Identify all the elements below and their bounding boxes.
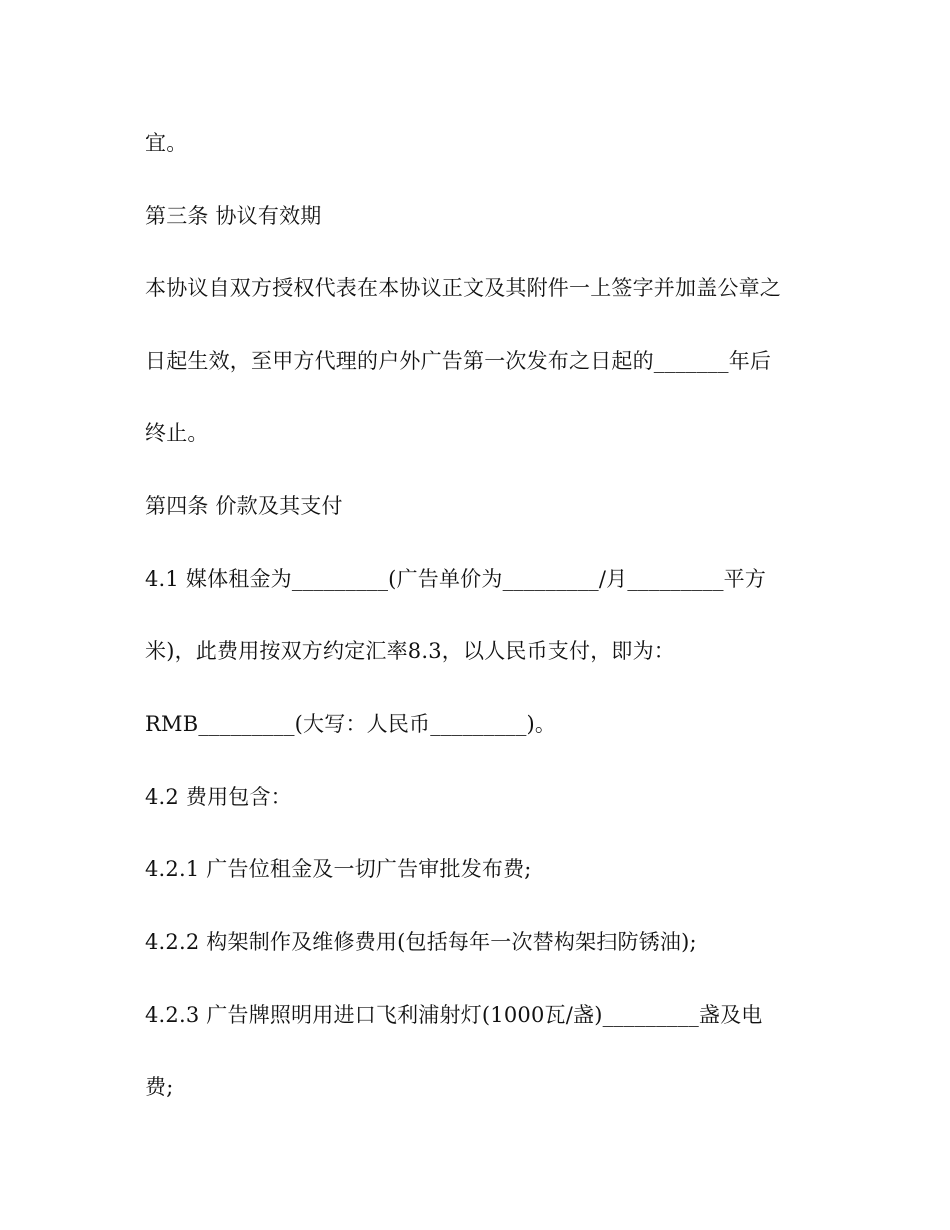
text-line: 本协议自双方授权代表在本协议正文及其附件一上签字并加盖公章之	[145, 276, 781, 300]
section-heading: 第三条 协议有效期	[145, 204, 322, 228]
text-line: 宜。	[145, 131, 188, 155]
text-line: RMB_________(大写：人民币_________)。	[145, 712, 557, 736]
section-heading: 第四条 价款及其支付	[145, 494, 343, 518]
text-line: 4.2.3 广告牌照明用进口飞利浦射灯(1000瓦/盏)_________盏及电	[145, 1003, 763, 1027]
text-line: 费;	[145, 1075, 174, 1099]
text-line: 4.2.1 广告位租金及一切广告审批发布费;	[145, 857, 532, 881]
text-line: 日起生效，至甲方代理的户外广告第一次发布之日起的_______年后	[145, 349, 772, 373]
text-line: 4.2.2 构架制作及维修费用(包括每年一次替构架扫防锈油);	[145, 930, 697, 954]
text-line: 4.2 费用包含：	[145, 785, 292, 809]
text-line: 4.1 媒体租金为_________(广告单价为_________/月_________平方	[145, 567, 767, 591]
text-line: 米)，此费用按双方约定汇率8.3，以人民币支付，即为：	[145, 639, 675, 663]
text-line: 终止。	[145, 421, 209, 445]
